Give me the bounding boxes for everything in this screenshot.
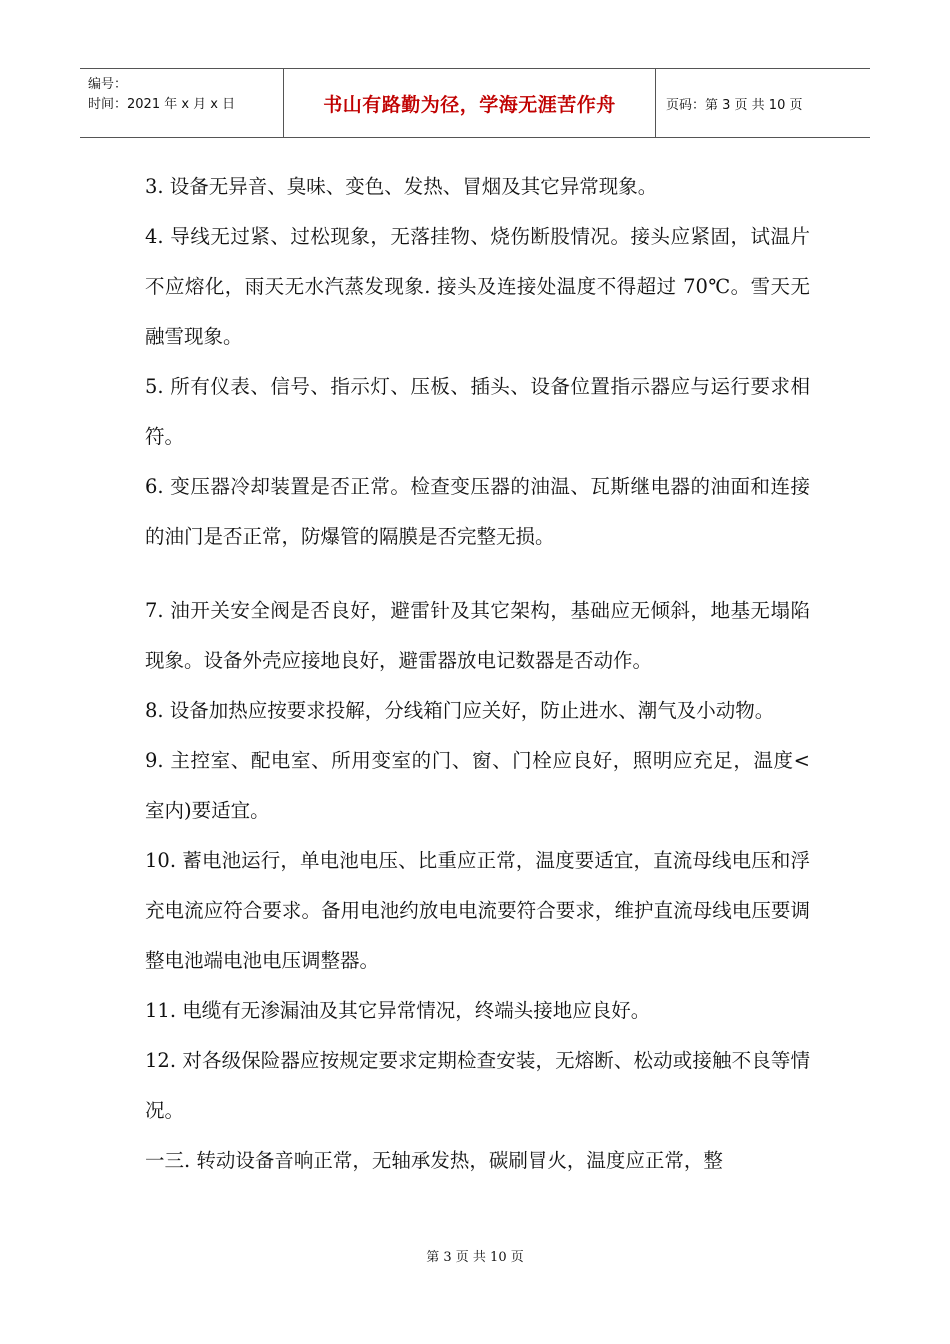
paragraph-8: 8. 设备加热应按要求投解，分线箱门应关好，防止进水、潮气及小动物。: [145, 699, 775, 722]
paragraph-9: 9. 主控室、配电室、所用变室的门、窗、门栓应良好，照明应充足，温度<室内)要适宜。: [145, 749, 810, 822]
header-motto: 书山有路勤为径，学海无涯苦作舟: [323, 93, 616, 116]
paragraph-4: 4. 导线无过紧、过松现象，无落挂物、烧伤断股情况。接头应紧固，试温片不应熔化，雨天无水汽蒸发现象. 接头及连接处温度不得超过 70℃。雪天无融雪现象。: [145, 225, 810, 348]
paragraph-3: 3. 设备无异音、臭味、变色、发热、冒烟及其它异常现象。: [145, 175, 658, 198]
document-number: 编号：: [88, 77, 128, 92]
paragraph-11: 11. 电缆有无渗漏油及其它异常情况，终端头接地应良好。: [145, 999, 651, 1022]
header-page-number: 页码：第 3 页 共 10 页: [666, 97, 803, 113]
paragraph-5: 5. 所有仪表、信号、指示灯、压板、插头、设备位置指示器应与运行要求相符。: [145, 375, 810, 448]
paragraph-10: 10. 蓄电池运行，单电池电压、比重应正常，温度要适宜，直流母线电压和浮充电流应符合要求。备用电池约放电电流要符合要求，维护直流母线电压要调整电池端电池电压调整器。: [145, 849, 810, 972]
page-footer: 第 3 页 共 10 页: [426, 1250, 524, 1265]
paragraph-13: 一三. 转动设备音响正常，无轴承发热，碳刷冒火，温度应正常，整: [145, 1149, 723, 1172]
header-page-info: [656, 69, 870, 137]
paragraph-7: 7. 油开关安全阀是否良好，避雷针及其它架构，基础应无倾斜，地基无塌陷现象。设备外壳应接地良好，避雷器放电记数器是否动作。: [145, 599, 810, 672]
header-meta: [80, 69, 283, 137]
document-body: [145, 162, 810, 1186]
header-motto-cell: [283, 69, 656, 137]
page-header: [80, 68, 870, 138]
paragraph-6: 6. 变压器冷却装置是否正常。检查变压器的油温、瓦斯继电器的油面和连接的油门是否正常，防爆管的隔膜是否完整无损。: [145, 475, 810, 548]
document-date: 时间：2021 年 x 月 x 日: [88, 97, 236, 112]
paragraph-12: 12. 对各级保险器应按规定要求定期检查安装，无熔断、松动或接触不良等情况。: [145, 1049, 810, 1122]
